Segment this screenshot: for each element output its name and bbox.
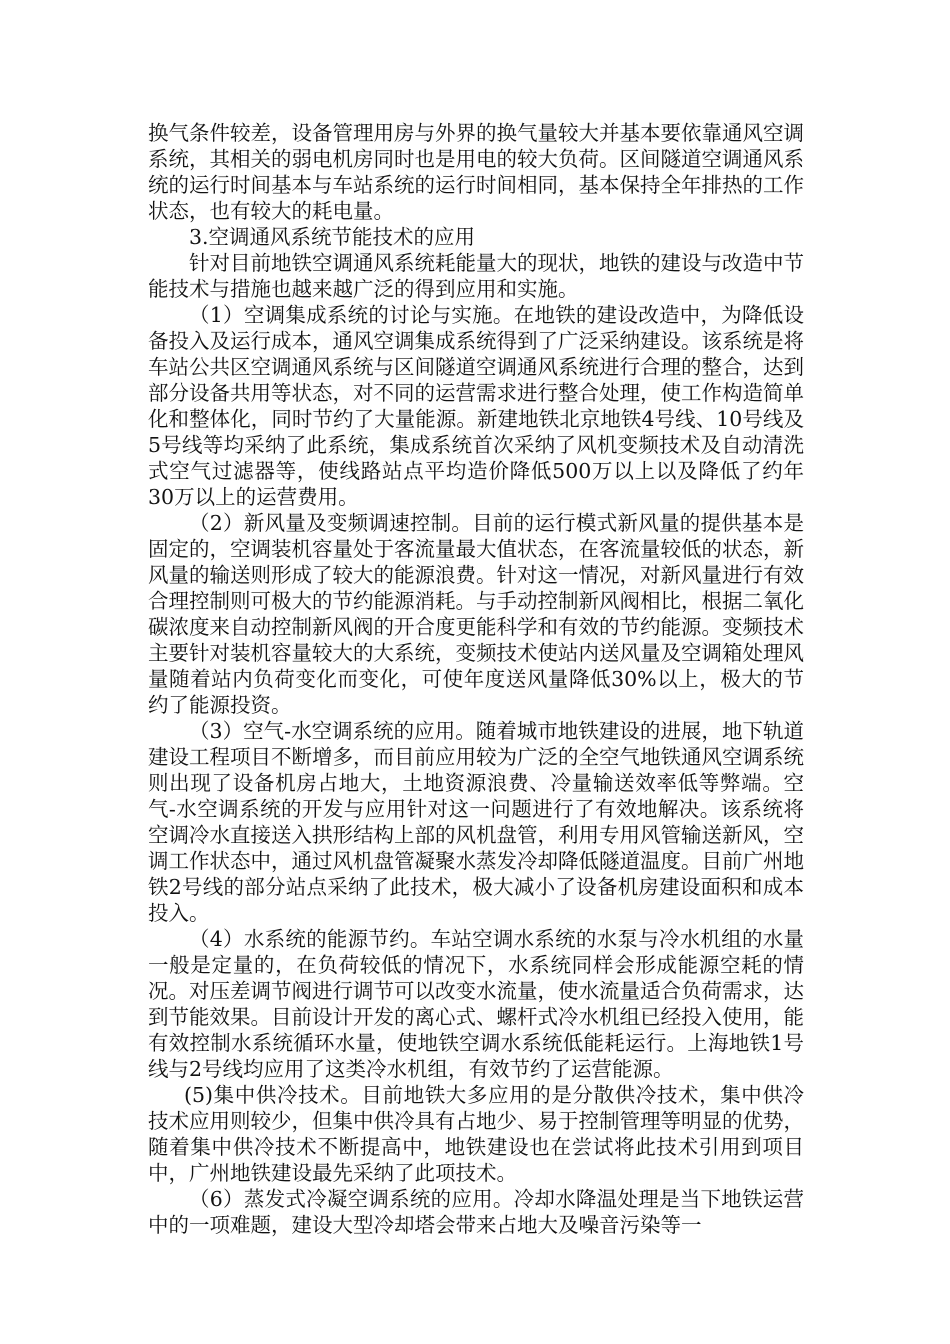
paragraph-intro: 针对目前地铁空调通风系统耗能量大的现状，地铁的建设与改造中节能技术与措施也越来越广泛的得到应用和实施。 xyxy=(148,251,804,301)
paragraph-item-4: （4）水系统的能源节约。车站空调水系统的水泵与冷水机组的水量一般是定量的，在负荷较低的情况下，水系统同样会形成能源空耗的情况。对压差调节阀进行调节可以改变水流量，使水流量适合负荷需求，达到节能效果。目前设计开发的离心式、螺杆式冷水机组已经投入使用，能有效控制水系统循环水量，使地铁空调水系统低能耗运行。上海地铁1号线与2号线均应用了这类冷水机组，有效节约了运营能源。 xyxy=(148,927,804,1081)
paragraph-item-1: （1）空调集成系统的讨论与实施。在地铁的建设改造中，为降低设备投入及运行成本，通风空调集成系统得到了广泛采纳建设。该系统是将车站公共区空调通风系统与区间隧道空调通风系统进行合理的整合，达到部分设备共用等状态，对不同的运营需求进行整合处理，使工作构造简单化和整体化，同时节约了大量能源。新建地铁北京地铁4号线、10号线及5号线等均采纳了此系统，集成系统首次采纳了风机变频技术及自动清洗式空气过滤器等，使线路站点平均造价降低500万以上以及降低了约年30万以上的运营费用。 xyxy=(148,303,804,509)
paragraph-item-6: （6）蒸发式冷凝空调系统的应用。冷却水降温处理是当下地铁运营中的一项难题，建设大型冷却塔会带来占地大及噪音污染等一 xyxy=(148,1187,804,1237)
paragraph-continuation: 换气条件较差，设备管理用房与外界的换气量较大并基本要依靠通风空调系统，其相关的弱电机房同时也是用电的较大负荷。区间隧道空调通风系统的运行时间基本与车站系统的运行时间相同，基本保持全年排热的工作状态，也有较大的耗电量。 xyxy=(148,121,804,223)
paragraph-item-5: (5)集中供冷技术。目前地铁大多应用的是分散供冷技术，集中供冷技术应用则较少，但集中供冷具有占地少、易于控制管理等明显的优势，随着集中供冷技术不断提高中，地铁建设也在尝试将此技术引用到项目中，广州地铁建设最先采纳了此项技术。 xyxy=(148,1083,804,1185)
paragraph-item-2: （2）新风量及变频调速控制。目前的运行模式新风量的提供基本是固定的，空调装机容量处于客流量最大值状态，在客流量较低的状态，新风量的输送则形成了较大的能源浪费。针对这一情况，对新风量进行有效合理控制则可极大的节约能源消耗。与手动控制新风阀相比，根据二氧化碳浓度来自动控制新风阀的开合度更能科学和有效的节约能源。变频技术主要针对装机容量较大的大系统，变频技术使站内送风量及空调箱处理风量随着站内负荷变化而变化，可使年度送风量降低30%以上，极大的节约了能源投资。 xyxy=(148,511,804,717)
document-page xyxy=(148,120,804,1238)
paragraph-item-3: （3）空气-水空调系统的应用。随着城市地铁建设的进展，地下轨道建设工程项目不断增多，而目前应用较为广泛的全空气地铁通风空调系统则出现了设备机房占地大，土地资源浪费、冷量输送效率低等弊端。空气-水空调系统的开发与应用针对这一问题进行了有效地解决。该系统将空调冷水直接送入拱形结构上部的风机盘管，利用专用风管输送新风，空调工作状态中，通过风机盘管凝聚水蒸发冷却降低隧道温度。目前广州地铁2号线的部分站点采纳了此技术，极大减小了设备机房建设面积和成本投入。 xyxy=(148,719,804,925)
section-heading: 3.空调通风系统节能技术的应用 xyxy=(189,225,476,249)
